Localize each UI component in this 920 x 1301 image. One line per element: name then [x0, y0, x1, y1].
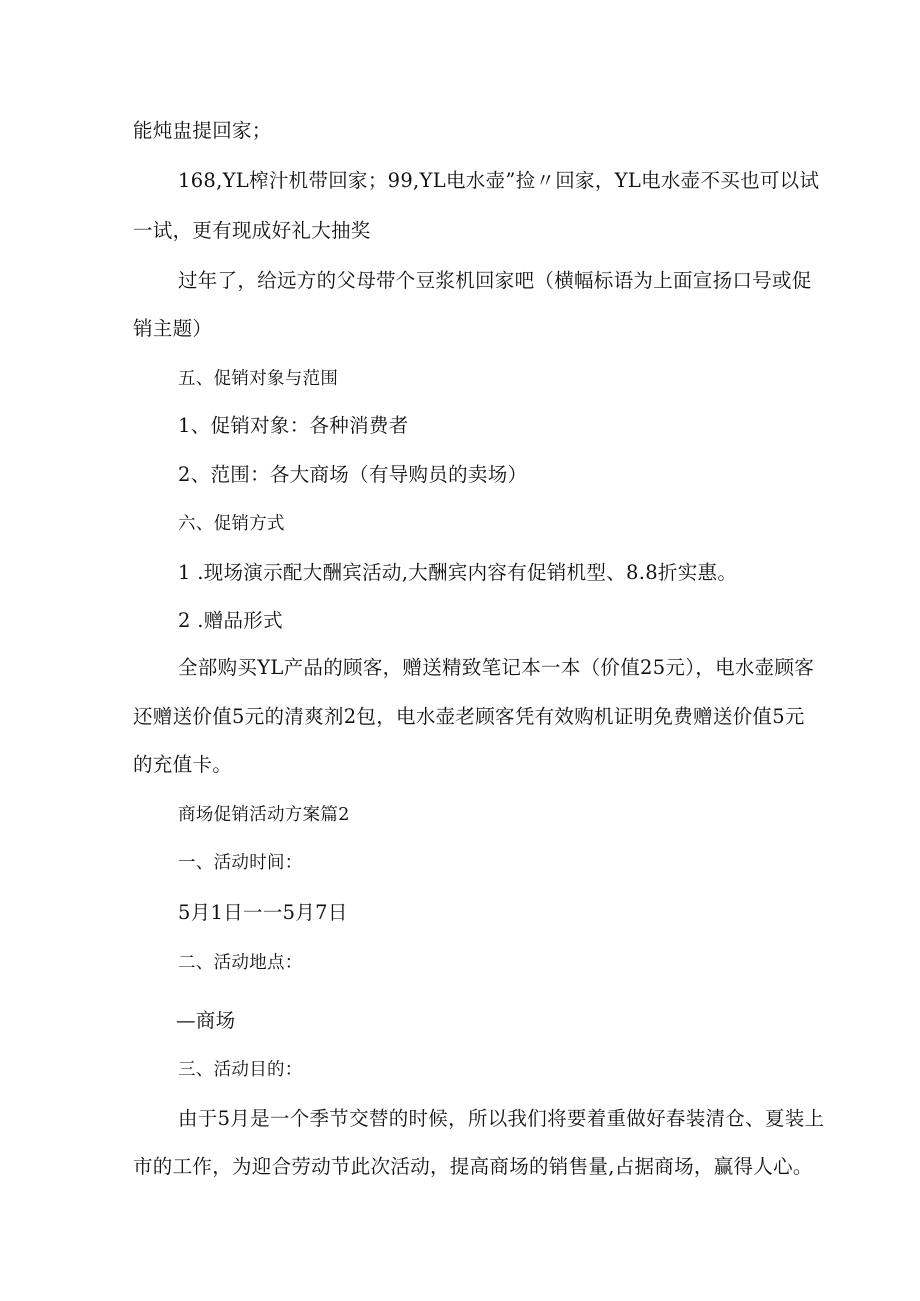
- text-line: 还赠送价值5元的清爽剂2包，电水壶老顾客凭有效购机证明免费赠送价值5元: [133, 705, 805, 728]
- text-line: 1、促销对象：各种消费者: [178, 414, 409, 437]
- text-line: 过年了，给远方的父母带个豆浆机回家吧（横幅标语为上面宣扬口号或促: [178, 269, 812, 292]
- text-line: 能炖盅提回家；: [133, 119, 272, 142]
- section-heading: 二、活动地点：: [178, 953, 303, 973]
- chapter-title: 商场促销活动方案篇2: [178, 805, 350, 825]
- text-line: 168,YL榨汁机带回家；99,YL电水壶”捡〃回家，YL电水壶不买也可以试: [178, 169, 820, 192]
- text-line: 一试，更有现成好礼大抽奖: [133, 219, 371, 242]
- text-line: 的充值卡。: [133, 753, 233, 776]
- section-heading: 三、活动目的：: [178, 1060, 303, 1080]
- text-line: 5月1日一一5月7日: [178, 901, 348, 924]
- section-heading: 一、活动时间：: [178, 853, 303, 873]
- text-line: 市的工作，为迎合劳动节此次活动，提高商场的销售量,占据商场，赢得人心。: [133, 1155, 813, 1178]
- text-line: 1 .现场演示配大酬宾活动,大酬宾内容有促销机型、8.8折实惠。: [178, 561, 738, 584]
- text-line: —商场: [176, 1009, 236, 1032]
- section-heading: 五、促销对象与范围: [178, 369, 339, 389]
- text-line: 2 .赠品形式: [178, 609, 283, 632]
- section-heading: 六、促销方式: [178, 514, 285, 534]
- text-line: 由于5月是一个季节交替的时候，所以我们将要着重做好春装清仓、夏装上: [178, 1107, 825, 1130]
- text-line: 全部购买YL产品的顾客，赠送精致笔记本一本（价值25元），电水壶顾客: [178, 656, 815, 679]
- text-line: 2、范围：各大商场（有导购员的卖场）: [178, 463, 528, 486]
- text-line: 销主题）: [133, 317, 213, 340]
